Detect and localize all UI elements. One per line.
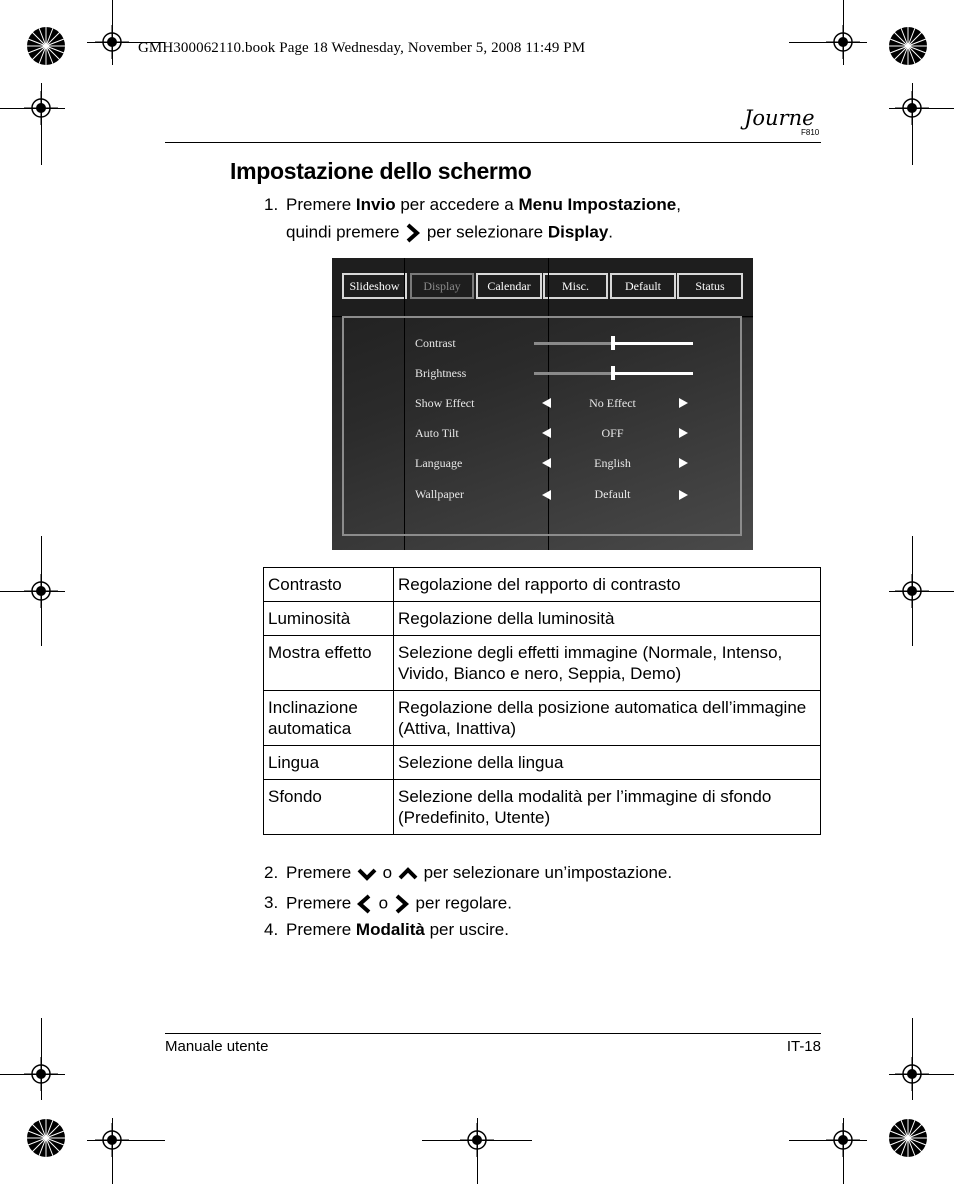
page-number: IT-18 [786, 1038, 821, 1055]
footer-rule [165, 1033, 821, 1034]
setting-label-show-effect: Show Effect [415, 396, 475, 410]
setting-label-auto-tilt: Auto Tilt [415, 426, 459, 440]
table-row [264, 602, 821, 636]
triangle-right-icon[interactable] [679, 490, 688, 500]
screen-tab-default[interactable]: Default [610, 273, 676, 299]
setting-label-brightness: Brightness [415, 366, 467, 380]
triangle-right-icon[interactable] [679, 458, 688, 468]
table-key: Contrasto [264, 568, 394, 602]
step-2: 2. Premere o per selezionare un’impostazione. [264, 863, 673, 882]
slider-track-lit [614, 372, 693, 375]
settings-panel [342, 316, 742, 536]
registration-mark-icon [95, 25, 129, 59]
slider-knob[interactable] [611, 336, 615, 350]
step-number: 3. [264, 893, 279, 913]
registration-mark-icon [895, 574, 929, 608]
registration-mark-icon [460, 1123, 494, 1157]
setting-value-wallpaper: Default [594, 487, 631, 501]
triangle-left-icon[interactable] [542, 490, 551, 500]
table-row [264, 780, 821, 835]
registration-mark-icon [826, 1123, 860, 1157]
setting-value-language: English [594, 456, 631, 470]
model-number: F810 [801, 128, 820, 137]
page-title: Impostazione dello schermo [230, 158, 532, 184]
table-key: Lingua [264, 746, 394, 780]
table-value: Selezione degli effetti immagine (Normale, Intenso, Vivido, Bianco e nero, Seppia, Demo) [394, 636, 821, 691]
slider-track-dim [534, 372, 614, 375]
table-row [264, 746, 821, 780]
screen-tab-calendar[interactable]: Calendar [476, 273, 542, 299]
device-screen-figure [332, 258, 753, 550]
header-rule [165, 142, 821, 143]
triangle-left-icon[interactable] [542, 398, 551, 408]
setting-value-auto-tilt: OFF [601, 426, 624, 440]
setting-value-show-effect: No Effect [589, 396, 636, 410]
table-value: Regolazione della luminosità [394, 602, 821, 636]
table-value: Selezione della lingua [394, 746, 821, 780]
chevron-right-icon [404, 222, 422, 244]
triangle-right-icon[interactable] [679, 398, 688, 408]
screen-tab-status[interactable]: Status [677, 273, 743, 299]
contrast-slider[interactable] [534, 342, 693, 345]
slider-track-lit [614, 342, 693, 345]
print-slug: GMH300062110.book Page 18 Wednesday, November 5, 2008 11:49 PM [138, 40, 586, 56]
table-key: Inclinazione automatica [264, 691, 394, 746]
chevron-left-icon [356, 893, 374, 915]
step-number: 2. [264, 863, 279, 882]
step-3: 3. Premere o per regolare. [264, 893, 512, 915]
triangle-right-icon[interactable] [679, 428, 688, 438]
calibration-star-icon [26, 1118, 66, 1158]
tab-name-display: Display [547, 222, 609, 242]
step-number: 1. [264, 195, 279, 214]
settings-description-table [263, 567, 821, 835]
triangle-left-icon[interactable] [542, 428, 551, 438]
table-key: Luminosità [264, 602, 394, 636]
key-modalita: Modalità [355, 920, 425, 939]
registration-mark-icon [24, 91, 58, 125]
brand-logo: Journe [744, 106, 815, 130]
registration-mark-icon [895, 91, 929, 125]
slider-knob[interactable] [611, 366, 615, 380]
chevron-right-icon [393, 893, 411, 915]
registration-mark-icon [826, 25, 860, 59]
calibration-star-icon [26, 26, 66, 66]
table-value: Regolazione della posizione automatica dell’immagine (Attiva, Inattiva) [394, 691, 821, 746]
registration-mark-icon [24, 1057, 58, 1091]
table-value: Regolazione del rapporto di contrasto [394, 568, 821, 602]
menu-name: Menu Impostazione [518, 195, 677, 214]
table-row [264, 568, 821, 602]
registration-mark-icon [895, 1057, 929, 1091]
calibration-star-icon [888, 26, 928, 66]
setting-label-contrast: Contrast [415, 336, 456, 350]
screen-tab-slideshow[interactable]: Slideshow [342, 273, 407, 299]
screen-tab-misc[interactable]: Misc. [543, 273, 608, 299]
footer-left: Manuale utente [165, 1038, 269, 1055]
registration-mark-icon [95, 1123, 129, 1157]
table-key: Mostra effetto [264, 636, 394, 691]
step-4: 4. Premere Modalità per uscire. [264, 920, 509, 939]
setting-label-wallpaper: Wallpaper [415, 487, 465, 501]
table-row [264, 636, 821, 691]
calibration-star-icon [888, 1118, 928, 1158]
step-1-line-2: quindi premere per selezionare Display. [286, 222, 613, 244]
slider-track-dim [534, 342, 614, 345]
registration-mark-icon [24, 574, 58, 608]
chevron-down-icon [356, 865, 378, 883]
screen-tab-display[interactable]: Display [410, 273, 474, 299]
setting-label-language: Language [415, 456, 463, 470]
step-number: 4. [264, 920, 279, 939]
brightness-slider[interactable] [534, 372, 693, 375]
table-key: Sfondo [264, 780, 394, 835]
table-value: Selezione della modalità per l’immagine di sfondo (Predefinito, Utente) [394, 780, 821, 835]
chevron-up-icon [397, 865, 419, 883]
step-1-line-1: 1. Premere Invio per accedere a Menu Impostazione, [264, 195, 681, 214]
key-invio: Invio [355, 195, 396, 214]
table-row [264, 691, 821, 746]
triangle-left-icon[interactable] [542, 458, 551, 468]
